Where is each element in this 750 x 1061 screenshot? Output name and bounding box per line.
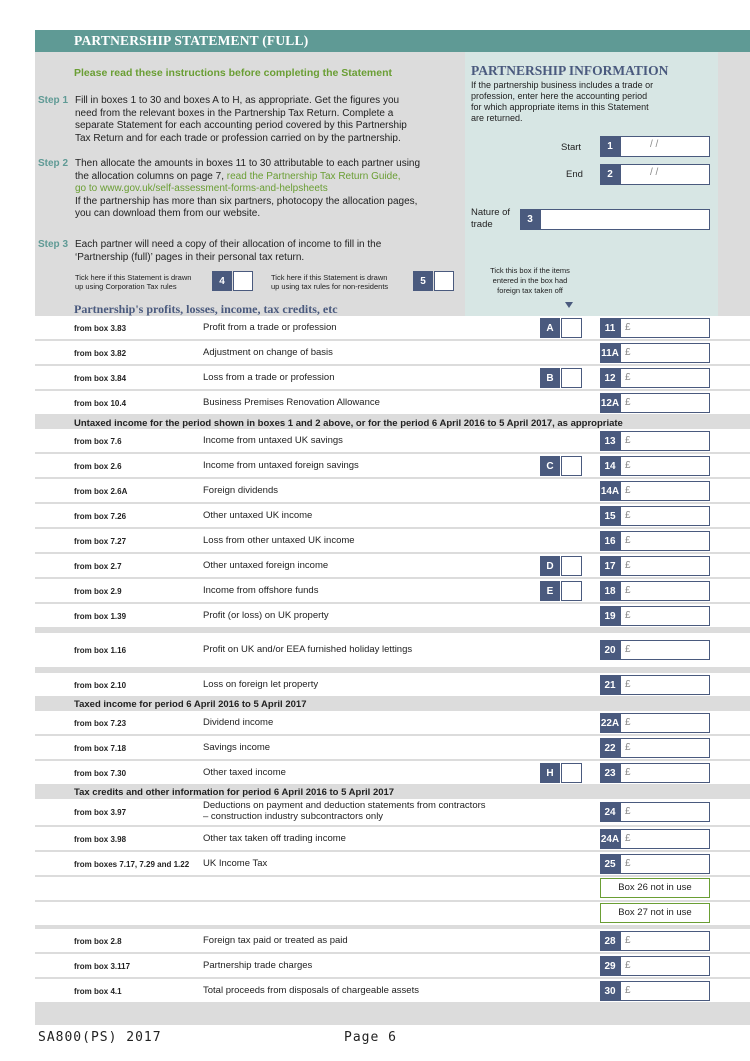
- row-source: from box 7.27: [74, 537, 127, 546]
- tick-nonresidents-label: [271, 273, 388, 291]
- box-16-amount-input[interactable]: £: [620, 531, 710, 551]
- box-30-number: 30: [600, 981, 620, 1001]
- step-text-plain: the allocation columns on page 7,: [75, 170, 227, 182]
- info-text-line: profession, enter here the accounting period: [471, 91, 648, 101]
- box-2-number: 2: [600, 164, 620, 185]
- nature-label-line: trade: [471, 219, 493, 230]
- row-description: Profit from a trade or profession: [203, 322, 337, 333]
- row-source: from box 3.82: [74, 349, 127, 358]
- nature-of-trade-input[interactable]: [540, 209, 710, 230]
- row-description: Partnership trade charges: [203, 960, 313, 971]
- row-source: from box 3.84: [74, 374, 127, 383]
- step-text-line: you can download them from our website.: [75, 208, 261, 219]
- box-24-amount-input[interactable]: £: [620, 802, 710, 822]
- step-3-label: Step 3: [38, 239, 69, 250]
- step-text-line: Fill in boxes 1 to 30 and boxes A to H, as appropriate. Get the figures you: [75, 95, 400, 106]
- box-22a-amount-input[interactable]: £: [620, 713, 710, 733]
- row-source: from box 2.9: [74, 587, 122, 596]
- row-description: Dividend income: [203, 717, 274, 728]
- step-text-line: separate Statement for each accounting period covered by this Partnership: [75, 120, 407, 131]
- box-d-checkbox[interactable]: [561, 556, 582, 576]
- box-29-number: 29: [600, 956, 620, 976]
- row-source: from box 4.1: [74, 987, 122, 996]
- row-source: from box 7.23: [74, 719, 127, 728]
- box-24-number: 24: [600, 802, 620, 822]
- step-text-line: need from the relevant boxes in the Partnership Tax Return. Complete a: [75, 107, 394, 119]
- box-c-label: C: [540, 456, 560, 476]
- step-1-label: Step 1: [38, 95, 69, 106]
- info-text-line: are returned.: [471, 113, 523, 123]
- row-description: Income from untaxed foreign savings: [203, 460, 359, 471]
- nature-label-line: Nature of: [471, 207, 511, 218]
- box-11a-amount-input[interactable]: £: [620, 343, 710, 363]
- box-e-checkbox[interactable]: [561, 581, 582, 601]
- row-description: Income from untaxed UK savings: [203, 435, 343, 446]
- row-description: Other untaxed UK income: [203, 510, 313, 521]
- box-14-number: 14: [600, 456, 620, 476]
- row-description: Other untaxed foreign income: [203, 560, 329, 571]
- row-description: Loss from other untaxed UK income: [203, 535, 355, 546]
- untaxed-income-heading: Untaxed income for the period shown in boxes 1 and 2 above, or for the period 6 April 2016 to 5 April 2017, as appropriate: [74, 418, 623, 429]
- foreign-tax-note: [480, 266, 580, 296]
- row-source: from box 2.10: [74, 681, 127, 690]
- row-source: from box 3.97: [74, 808, 127, 817]
- row-description: Other taxed income: [203, 767, 286, 778]
- box-20-amount-input[interactable]: £: [620, 640, 710, 660]
- step-text-line: Tax Return and for each trade or profession carried on by the partnership.: [75, 132, 401, 144]
- box-14-amount-input[interactable]: £: [620, 456, 710, 476]
- row-source: from boxes 7.17, 7.29 and 1.22: [74, 860, 190, 869]
- nature-of-trade-label: [471, 207, 510, 231]
- box-15-number: 15: [600, 506, 620, 526]
- box-17-amount-input[interactable]: £: [620, 556, 710, 576]
- box-21-amount-input[interactable]: £: [620, 675, 710, 695]
- row-description: Adjustment on change of basis: [203, 347, 333, 358]
- row-source: from box 3.83: [74, 324, 127, 333]
- row-source: from box 7.26: [74, 512, 127, 521]
- form-id: SA800(PS) 2017: [38, 1030, 162, 1045]
- partnership-info-text: [471, 80, 686, 124]
- desc-line: Deductions on payment and deduction statements from contractors: [203, 800, 486, 811]
- tax-credits-heading: Tax credits and other information for period 6 April 2016 to 5 April 2017: [74, 787, 395, 798]
- row-source: from box 2.6A: [74, 487, 128, 496]
- box-24a-amount-input[interactable]: £: [620, 829, 710, 849]
- row-source: from box 2.7: [74, 562, 122, 571]
- start-date-separator: / /: [650, 139, 659, 150]
- info-text-line: If the partnership business includes a trade or: [471, 80, 654, 90]
- box-23-number: 23: [600, 763, 620, 783]
- box-12a-amount-input[interactable]: £: [620, 393, 710, 413]
- row-source: from box 3.117: [74, 962, 131, 971]
- row-description: [203, 800, 486, 822]
- box-22-number: 22: [600, 738, 620, 758]
- box-3-number: 3: [520, 209, 540, 230]
- row-description: Profit (or loss) on UK property: [203, 610, 329, 621]
- box-14a-number: 14A: [600, 481, 620, 501]
- step-2-label: Step 2: [38, 158, 69, 169]
- row-source: from box 3.98: [74, 835, 127, 844]
- box-25-number: 25: [600, 854, 620, 874]
- box-11-amount-input[interactable]: £: [620, 318, 710, 338]
- row-source: from box 7.30: [74, 769, 127, 778]
- box-b-checkbox[interactable]: [561, 368, 582, 388]
- row-description: Business Premises Renovation Allowance: [203, 397, 380, 408]
- step-text-line: If the partnership has more than six partners, photocopy the allocation pages,: [75, 195, 418, 207]
- start-date-input[interactable]: [620, 136, 710, 157]
- row-description: Loss from a trade or profession: [203, 372, 335, 383]
- box-14a-amount-input[interactable]: £: [620, 481, 710, 501]
- note-line: Tick here if this Statement is drawn: [75, 273, 192, 282]
- box-22-amount-input[interactable]: £: [620, 738, 710, 758]
- box-a-checkbox[interactable]: [561, 318, 582, 338]
- row-description: Foreign tax paid or treated as paid: [203, 935, 348, 946]
- box-30-amount-input[interactable]: £: [620, 981, 710, 1001]
- gov-uk-link[interactable]: go to www.gov.uk/self-assessment-forms-and-helpsheets: [75, 183, 328, 194]
- row-source: from box 10.4: [74, 399, 127, 408]
- row-source: from box 7.18: [74, 744, 127, 753]
- page-title: PARTNERSHIP STATEMENT (FULL): [74, 33, 309, 48]
- box-d-label: D: [540, 556, 560, 576]
- box-e-label: E: [540, 581, 560, 601]
- row-source: from box 2.8: [74, 937, 122, 946]
- box-19-number: 19: [600, 606, 620, 626]
- end-label: End: [566, 169, 583, 180]
- page-number: Page 6: [344, 1030, 397, 1045]
- end-date-separator: / /: [650, 167, 659, 178]
- note-line: Tick this box if the items: [490, 266, 570, 275]
- note-line: Tick here if this Statement is drawn: [271, 273, 388, 282]
- row-description: Other tax taken off trading income: [203, 833, 346, 844]
- box-23-amount-input[interactable]: £: [620, 763, 710, 783]
- row-description: Savings income: [203, 742, 271, 753]
- box-20-number: 20: [600, 640, 620, 660]
- box-12-number: 12: [600, 368, 620, 388]
- row-source: from box 7.6: [74, 437, 122, 446]
- note-line: up using Corporation Tax rules: [75, 282, 177, 291]
- step-text-line: Each partner will need a copy of their allocation of income to fill in the: [75, 239, 382, 250]
- box-13-number: 13: [600, 431, 620, 451]
- row-description: Foreign dividends: [203, 485, 278, 496]
- instructions-title: Please read these instructions before completing the Statement: [74, 67, 392, 79]
- box-25-amount-input[interactable]: £: [620, 854, 710, 874]
- step-text-line: [75, 171, 445, 184]
- box-21-number: 21: [600, 675, 620, 695]
- tick-corporation-label: [75, 273, 191, 291]
- note-line: up using tax rules for non-residents: [271, 282, 389, 291]
- row-description: Loss on foreign let property: [203, 679, 319, 690]
- note-line: foreign tax taken off: [497, 286, 563, 295]
- box-13-amount-input[interactable]: £: [620, 431, 710, 451]
- step-1-text: [75, 95, 445, 145]
- row-description: Profit on UK and/or EEA furnished holiday lettings: [203, 644, 413, 655]
- box-5-number: 5: [413, 271, 433, 291]
- box-24a-number: 24A: [600, 829, 620, 849]
- row-description: UK Income Tax: [203, 858, 268, 869]
- not-in-use-label: Box 26 not in use: [600, 878, 710, 898]
- desc-line: – construction industry subcontractors only: [203, 811, 384, 822]
- partnership-info-title: PARTNERSHIP INFORMATION: [471, 63, 669, 78]
- row-source: from box 1.39: [74, 612, 127, 621]
- box-28-amount-input[interactable]: £: [620, 931, 710, 951]
- step-2-text: [75, 158, 445, 221]
- section-title: Partnership's profits, losses, income, tax credits, etc: [74, 302, 338, 316]
- box-18-amount-input[interactable]: £: [620, 581, 710, 601]
- arrow-down-icon: [565, 302, 573, 308]
- box-18-number: 18: [600, 581, 620, 601]
- box-11a-number: 11A: [600, 343, 620, 363]
- box-16-number: 16: [600, 531, 620, 551]
- step-text-line: ‘Partnership (full)’ pages in their personal tax return.: [75, 251, 305, 263]
- taxed-income-heading: Taxed income for period 6 April 2016 to 5 April 2017: [74, 699, 307, 710]
- box-28-number: 28: [600, 931, 620, 951]
- row-source: from box 1.16: [74, 646, 127, 655]
- box-h-checkbox[interactable]: [561, 763, 582, 783]
- step-3-text: [75, 239, 445, 264]
- guide-link[interactable]: read the Partnership Tax Return Guide,: [226, 170, 401, 182]
- start-label: Start: [561, 142, 582, 153]
- box-19-amount-input[interactable]: £: [620, 606, 710, 626]
- row-description: Total proceeds from disposals of chargeable assets: [203, 985, 419, 996]
- row-source: from box 2.6: [74, 462, 122, 471]
- box-4-number: 4: [212, 271, 232, 291]
- end-date-input[interactable]: [620, 164, 710, 185]
- box-17-number: 17: [600, 556, 620, 576]
- box-b-label: B: [540, 368, 560, 388]
- box-a-label: A: [540, 318, 560, 338]
- box-11-number: 11: [600, 318, 620, 338]
- row-description: Income from offshore funds: [203, 585, 319, 596]
- note-line: entered in the box had: [492, 276, 568, 285]
- box-22a-number: 22A: [600, 713, 620, 733]
- box-1-number: 1: [600, 136, 620, 157]
- info-text-line: for which appropriate items in this Statement: [471, 102, 649, 112]
- box-4-checkbox[interactable]: [233, 271, 253, 291]
- box-12a-number: 12A: [600, 393, 620, 413]
- box-15-amount-input[interactable]: £: [620, 506, 710, 526]
- box-h-label: H: [540, 763, 560, 783]
- step-text-line: Then allocate the amounts in boxes 11 to 30 attributable to each partner using: [75, 158, 421, 169]
- box-c-checkbox[interactable]: [561, 456, 582, 476]
- box-5-checkbox[interactable]: [434, 271, 454, 291]
- box-29-amount-input[interactable]: £: [620, 956, 710, 976]
- box-12-amount-input[interactable]: £: [620, 368, 710, 388]
- not-in-use-label: Box 27 not in use: [600, 903, 710, 923]
